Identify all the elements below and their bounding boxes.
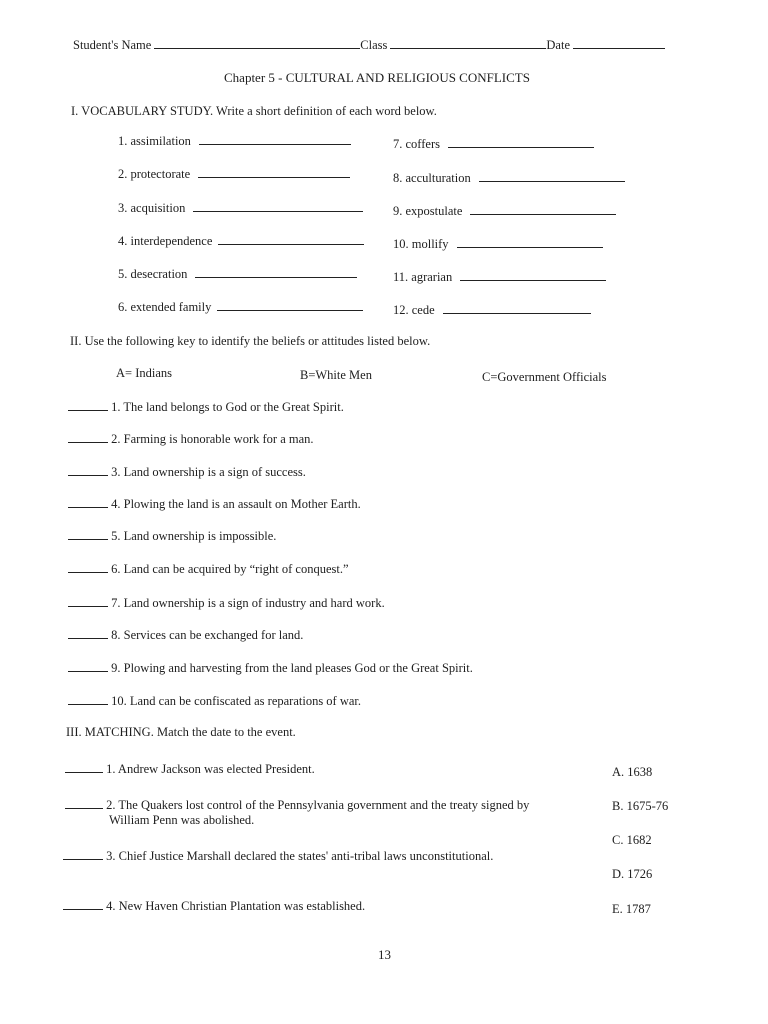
- class-blank[interactable]: [390, 48, 546, 49]
- vocab-item: 8. acculturation: [393, 171, 625, 186]
- answer-blank[interactable]: [68, 638, 108, 639]
- vocab-item: 11. agrarian: [393, 270, 606, 285]
- vocab-blank[interactable]: [460, 280, 606, 281]
- section-2-heading: II. Use the following key to identify the beliefs or attitudes listed below.: [70, 334, 431, 348]
- matching-item-continued: William Penn was abolished.: [109, 813, 255, 827]
- vocab-item: 9. expostulate: [393, 204, 616, 219]
- date-option: C. 1682: [612, 833, 652, 847]
- answer-blank[interactable]: [68, 671, 108, 672]
- page-number: 13: [378, 947, 391, 962]
- answer-blank[interactable]: [68, 606, 108, 607]
- vocab-item: 4. interdependence: [118, 234, 364, 249]
- vocab-item: 7. coffers: [393, 137, 594, 152]
- section-3-heading: III. MATCHING. Match the date to the event.: [66, 725, 296, 739]
- answer-blank[interactable]: [68, 507, 108, 508]
- vocab-blank[interactable]: [199, 144, 351, 145]
- belief-item: 7. Land ownership is a sign of industry and hard work.: [68, 596, 385, 611]
- belief-item: 4. Plowing the land is an assault on Mother Earth.: [68, 497, 361, 512]
- vocab-blank[interactable]: [198, 177, 350, 178]
- belief-item: 8. Services can be exchanged for land.: [68, 628, 303, 643]
- vocab-blank[interactable]: [193, 211, 363, 212]
- belief-item: 2. Farming is honorable work for a man.: [68, 432, 314, 447]
- vocab-blank[interactable]: [448, 147, 594, 148]
- student-name-blank[interactable]: [154, 48, 360, 49]
- vocab-item: 5. desecration: [118, 267, 357, 282]
- key-b: B=White Men: [300, 368, 372, 382]
- date-blank[interactable]: [573, 48, 665, 49]
- answer-blank[interactable]: [68, 410, 108, 411]
- vocab-item: 3. acquisition: [118, 201, 363, 216]
- vocab-blank[interactable]: [470, 214, 616, 215]
- answer-blank[interactable]: [68, 475, 108, 476]
- answer-blank[interactable]: [68, 539, 108, 540]
- date-option: B. 1675-76: [612, 799, 669, 813]
- answer-blank[interactable]: [68, 704, 108, 705]
- vocab-item: 12. cede: [393, 303, 591, 318]
- vocab-blank[interactable]: [195, 277, 357, 278]
- answer-blank[interactable]: [65, 808, 103, 809]
- key-a: A= Indians: [116, 366, 172, 380]
- belief-item: 5. Land ownership is impossible.: [68, 529, 276, 544]
- vocab-blank[interactable]: [457, 247, 603, 248]
- key-c: C=Government Officials: [482, 370, 607, 384]
- vocab-item: 1. assimilation: [118, 134, 351, 149]
- vocab-blank[interactable]: [479, 181, 625, 182]
- vocab-blank[interactable]: [217, 310, 363, 311]
- answer-blank[interactable]: [65, 772, 103, 773]
- date-option: E. 1787: [612, 902, 651, 916]
- matching-item: 1. Andrew Jackson was elected President.: [65, 762, 315, 777]
- matching-item: 3. Chief Justice Marshall declared the states' anti-tribal laws unconstitutional.: [63, 849, 493, 864]
- date-option: D. 1726: [612, 867, 653, 881]
- answer-blank[interactable]: [68, 442, 108, 443]
- matching-item: 4. New Haven Christian Plantation was established.: [63, 899, 365, 914]
- belief-item: 1. The land belongs to God or the Great Spirit.: [68, 400, 344, 415]
- answer-blank[interactable]: [63, 909, 103, 910]
- date-label: Date: [546, 38, 570, 52]
- belief-item: 10. Land can be confiscated as reparations of war.: [68, 694, 361, 709]
- belief-item: 9. Plowing and harvesting from the land pleases God or the Great Spirit.: [68, 661, 473, 676]
- vocab-item: 2. protectorate: [118, 167, 350, 182]
- matching-item: 2. The Quakers lost control of the Pennsylvania government and the treaty signed by: [65, 798, 529, 813]
- vocab-blank[interactable]: [218, 244, 364, 245]
- vocab-blank[interactable]: [443, 313, 591, 314]
- section-1-heading: I. VOCABULARY STUDY. Write a short definition of each word below.: [71, 104, 437, 118]
- header-fields: [73, 38, 665, 53]
- class-label: Class: [360, 38, 388, 52]
- date-option: A. 1638: [612, 765, 653, 779]
- student-name-label: Student's Name: [73, 38, 152, 52]
- vocab-item: 10. mollify: [393, 237, 603, 252]
- vocab-item: 6. extended family: [118, 300, 363, 315]
- answer-blank[interactable]: [68, 572, 108, 573]
- page-title: Chapter 5 - CULTURAL AND RELIGIOUS CONFLICTS: [224, 70, 530, 85]
- answer-blank[interactable]: [63, 859, 103, 860]
- belief-item: 6. Land can be acquired by “right of conquest.”: [68, 562, 349, 577]
- belief-item: 3. Land ownership is a sign of success.: [68, 465, 306, 480]
